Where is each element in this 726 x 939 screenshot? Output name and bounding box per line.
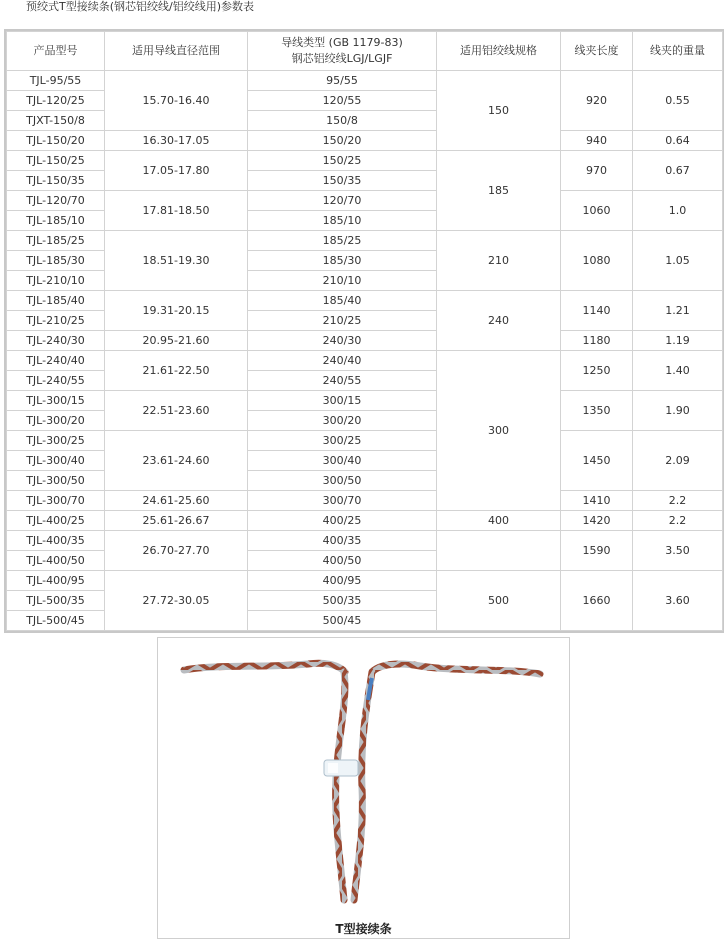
cell-al-spec [437, 531, 561, 571]
cell-length: 1350 [561, 391, 633, 431]
cell-length: 940 [561, 131, 633, 151]
cell-conductor: 240/55 [248, 371, 437, 391]
cell-conductor: 400/25 [248, 511, 437, 531]
cell-model: TJL-500/45 [7, 611, 105, 631]
cell-conductor: 210/25 [248, 311, 437, 331]
cell-al-spec: 300 [437, 351, 561, 511]
cell-conductor: 120/55 [248, 91, 437, 111]
cell-conductor: 300/20 [248, 411, 437, 431]
cell-conductor: 150/35 [248, 171, 437, 191]
cell-length: 1180 [561, 331, 633, 351]
t-splice-illustration [158, 638, 569, 920]
cell-al-spec: 240 [437, 291, 561, 351]
cell-diameter: 24.61-25.60 [105, 491, 248, 511]
cell-diameter: 25.61-26.67 [105, 511, 248, 531]
clamp-sheen [328, 763, 338, 773]
table-row [7, 231, 723, 251]
table-row [7, 511, 723, 531]
cell-model: TJL-210/25 [7, 311, 105, 331]
cell-conductor: 400/50 [248, 551, 437, 571]
right-horizontal-wire [372, 664, 540, 674]
left-vertical-wire [336, 672, 345, 900]
table-row [7, 531, 723, 551]
cell-conductor: 120/70 [248, 191, 437, 211]
cell-model: TJL-120/25 [7, 91, 105, 111]
cell-model: TJL-300/25 [7, 431, 105, 451]
cell-conductor: 300/70 [248, 491, 437, 511]
cell-length: 920 [561, 71, 633, 131]
cell-model: TJL-150/25 [7, 151, 105, 171]
cell-weight: 3.50 [633, 531, 723, 571]
header-model: 产品型号 [7, 32, 105, 71]
cell-model: TJL-400/50 [7, 551, 105, 571]
cell-model: TJL-240/40 [7, 351, 105, 371]
cell-conductor: 240/30 [248, 331, 437, 351]
cell-length: 1450 [561, 431, 633, 491]
cell-model: TJL-300/20 [7, 411, 105, 431]
cell-model: TJL-300/40 [7, 451, 105, 471]
cell-conductor: 95/55 [248, 71, 437, 91]
cell-model: TJL-150/35 [7, 171, 105, 191]
cell-model: TJL-500/35 [7, 591, 105, 611]
table-row [7, 151, 723, 171]
table-row [7, 491, 723, 511]
table-row [7, 571, 723, 591]
header-al-spec: 适用铝绞线规格 [437, 32, 561, 71]
cell-model: TJL-120/70 [7, 191, 105, 211]
table-row [7, 351, 723, 371]
cell-weight: 0.55 [633, 71, 723, 131]
header-diameter: 适用导线直径范围 [105, 32, 248, 71]
cell-diameter: 19.31-20.15 [105, 291, 248, 331]
table-row [7, 131, 723, 151]
cell-model: TJXT-150/8 [7, 111, 105, 131]
cell-model: TJL-185/25 [7, 231, 105, 251]
cell-weight: 1.21 [633, 291, 723, 331]
cell-weight: 1.90 [633, 391, 723, 431]
cell-length: 1410 [561, 491, 633, 511]
cell-conductor: 150/25 [248, 151, 437, 171]
cell-al-spec: 500 [437, 571, 561, 631]
cell-al-spec: 150 [437, 71, 561, 151]
cell-al-spec: 210 [437, 231, 561, 291]
cell-model: TJL-210/10 [7, 271, 105, 291]
page-title: 预绞式T型接续条(钢芯铝绞线/铝绞线用)参数表 [26, 0, 255, 13]
table-row [7, 191, 723, 211]
table-row [7, 331, 723, 351]
cell-length: 1060 [561, 191, 633, 231]
cell-diameter: 20.95-21.60 [105, 331, 248, 351]
table-row [7, 391, 723, 411]
cell-diameter: 27.72-30.05 [105, 571, 248, 631]
header-conductor [248, 32, 437, 71]
cell-model: TJL-185/40 [7, 291, 105, 311]
cell-diameter: 21.61-22.50 [105, 351, 248, 391]
cell-conductor: 400/35 [248, 531, 437, 551]
cell-conductor: 150/8 [248, 111, 437, 131]
cell-diameter: 16.30-17.05 [105, 131, 248, 151]
cell-diameter: 17.81-18.50 [105, 191, 248, 231]
cell-diameter: 26.70-27.70 [105, 531, 248, 571]
cell-length: 1140 [561, 291, 633, 331]
cell-model: TJL-185/30 [7, 251, 105, 271]
cell-conductor: 500/35 [248, 591, 437, 611]
cell-weight: 2.09 [633, 431, 723, 491]
cell-conductor: 300/25 [248, 431, 437, 451]
cell-length: 1250 [561, 351, 633, 391]
cell-conductor: 185/25 [248, 231, 437, 251]
cell-conductor: 300/40 [248, 451, 437, 471]
table-row [7, 431, 723, 451]
cell-diameter: 23.61-24.60 [105, 431, 248, 491]
cell-model: TJL-300/50 [7, 471, 105, 491]
cell-conductor: 185/30 [248, 251, 437, 271]
cell-model: TJL-240/55 [7, 371, 105, 391]
cell-length: 970 [561, 151, 633, 191]
cell-model: TJL-400/35 [7, 531, 105, 551]
cell-conductor: 150/20 [248, 131, 437, 151]
cell-model: TJL-400/95 [7, 571, 105, 591]
cell-diameter: 22.51-23.60 [105, 391, 248, 431]
cell-model: TJL-95/55 [7, 71, 105, 91]
cell-length: 1420 [561, 511, 633, 531]
cell-model: TJL-400/25 [7, 511, 105, 531]
cell-model: TJL-185/10 [7, 211, 105, 231]
cell-al-spec: 185 [437, 151, 561, 231]
cell-conductor: 185/10 [248, 211, 437, 231]
cell-model: TJL-300/15 [7, 391, 105, 411]
header-length: 线夹长度 [561, 32, 633, 71]
cell-weight: 1.40 [633, 351, 723, 391]
cell-diameter: 15.70-16.40 [105, 71, 248, 131]
product-photo [157, 637, 570, 939]
cell-conductor: 210/10 [248, 271, 437, 291]
cell-al-spec: 400 [437, 511, 561, 531]
photo-caption: T型接续条 [335, 922, 392, 936]
header-weight: 线夹的重量 [633, 32, 723, 71]
cell-weight: 1.0 [633, 191, 723, 231]
cell-conductor: 300/50 [248, 471, 437, 491]
parameter-table [4, 29, 724, 633]
table-row [7, 71, 723, 91]
cell-weight: 0.67 [633, 151, 723, 191]
cell-weight: 2.2 [633, 511, 723, 531]
cell-conductor: 185/40 [248, 291, 437, 311]
cell-conductor: 500/45 [248, 611, 437, 631]
cell-weight: 2.2 [633, 491, 723, 511]
cell-diameter: 17.05-17.80 [105, 151, 248, 191]
cell-length: 1660 [561, 571, 633, 631]
right-vertical-wire [354, 672, 372, 900]
cell-length: 1080 [561, 231, 633, 291]
cell-model: TJL-150/20 [7, 131, 105, 151]
cell-weight: 3.60 [633, 571, 723, 631]
table-row [7, 291, 723, 311]
left-horizontal-wire [184, 663, 345, 672]
cell-weight: 1.19 [633, 331, 723, 351]
cell-conductor: 300/15 [248, 391, 437, 411]
cell-model: TJL-300/70 [7, 491, 105, 511]
cell-diameter: 18.51-19.30 [105, 231, 248, 291]
cell-length: 1590 [561, 531, 633, 571]
table-header-row [7, 32, 723, 71]
cell-weight: 0.64 [633, 131, 723, 151]
cell-conductor: 240/40 [248, 351, 437, 371]
cell-model: TJL-240/30 [7, 331, 105, 351]
header-conductor-line2: 钢芯铝绞线LGJ/LGJF [291, 52, 393, 65]
cell-conductor: 400/95 [248, 571, 437, 591]
cell-weight: 1.05 [633, 231, 723, 291]
header-conductor-line1: 导线类型 (GB 1179-83) [281, 36, 403, 49]
